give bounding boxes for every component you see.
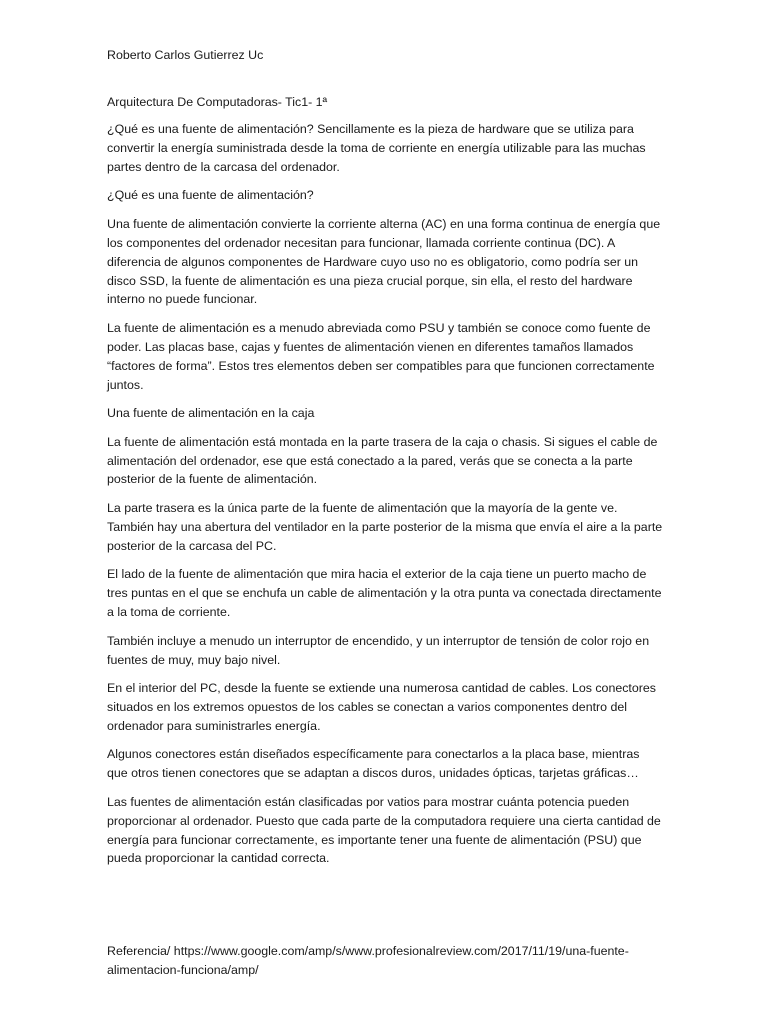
paragraph-rear: La parte trasera es la única parte de la fuente de alimentación que la mayoría de la gente ve. También hay una abertura del ventilador en la parte posterior de la misma que envía el aire a la parte posterior de la carcasa del PC. (107, 500, 663, 553)
paragraph-definition: ¿Qué es una fuente de alimentación? Sencillamente es la pieza de hardware que se utiliza para convertir la energía suministrada desde la toma de corriente en energía utilizable para las muchas partes dentro de la carcasa del ordenador. (107, 122, 646, 174)
author-name: Roberto Carlos Gutierrez Uc (107, 48, 264, 62)
paragraph-psu-form-factors: La fuente de alimentación es a menudo abreviada como PSU y también se conoce como fuente de poder. Las placas base, cajas y fuentes de alimentación vienen en diferentes tamaños llamados “factores de forma”. Estos tres elementos deben ser compatibles para que funcionen correctamente juntos. (107, 320, 655, 392)
paragraph-outer-side: El lado de la fuente de alimentación que mira hacia el exterior de la caja tiene un puerto macho de tres puntas en el que se enchufa un cable de alimentación y la otra punta va conectada directamente a la toma de corriente. (107, 567, 662, 620)
paragraph-switches: También incluye a menudo un interruptor de encendido, y un interruptor de tensión de color rojo en fuentes de muy, muy bajo nivel. (107, 633, 650, 667)
paragraph-mounting: La fuente de alimentación está montada en la parte trasera de la caja o chasis. Si sigues el cable de alimentación del ordenador, ese que está conectado a la pared, verás que se conecta a la parte posterior de la fuente de alimentación. (107, 434, 658, 487)
reference-link: Referencia/ https://www.google.com/amp/s/www.profesionalreview.com/2017/11/19/una-fuente-alimentacion-funciona/amp/ (107, 944, 629, 977)
paragraph-ac-dc: Una fuente de alimentación convierte la corriente alterna (AC) en una forma continua de energía que los componentes del ordenador necesitan para funcionar, llamada corriente continua (DC). A diferencia de algunos componentes de Hardware cuyo uso no es obligatorio, como podría ser un disco SSD, la fuente de alimentación es una pieza crucial porque, sin ella, el resto del hardware interno no puede funcionar. (107, 216, 661, 307)
paragraph-wattage: Las fuentes de alimentación están clasificadas por vatios para mostrar cuánta potencia pueden proporcionar al ordenador. Puesto que cada parte de la computadora requiere una cierta cantidad de energía para funcionar correctamente, es importante tener una fuente de alimentación (PSU) que pueda proporcionar la cantidad correcta. (107, 794, 661, 866)
paragraph-connectors: Algunos conectores están diseñados específicamente para conectarlos a la placa base, mientras que otros tienen conectores que se adaptan a discos duros, unidades ópticas, tarjetas gráficas… (107, 747, 640, 781)
course-title: Arquitectura De Computadoras- Tic1- 1ª (107, 95, 328, 109)
section-heading-in-case: Una fuente de alimentación en la caja (107, 406, 315, 421)
document-body (107, 120, 663, 878)
section-heading-what-is: ¿Qué es una fuente de alimentación? (107, 188, 314, 203)
paragraph-cables: En el interior del PC, desde la fuente se extiende una numerosa cantidad de cables. Los conectores situados en los extremos opuestos de los cables se conectan a varios componentes dentro del ordenador para suministrarles energía. (107, 681, 656, 733)
